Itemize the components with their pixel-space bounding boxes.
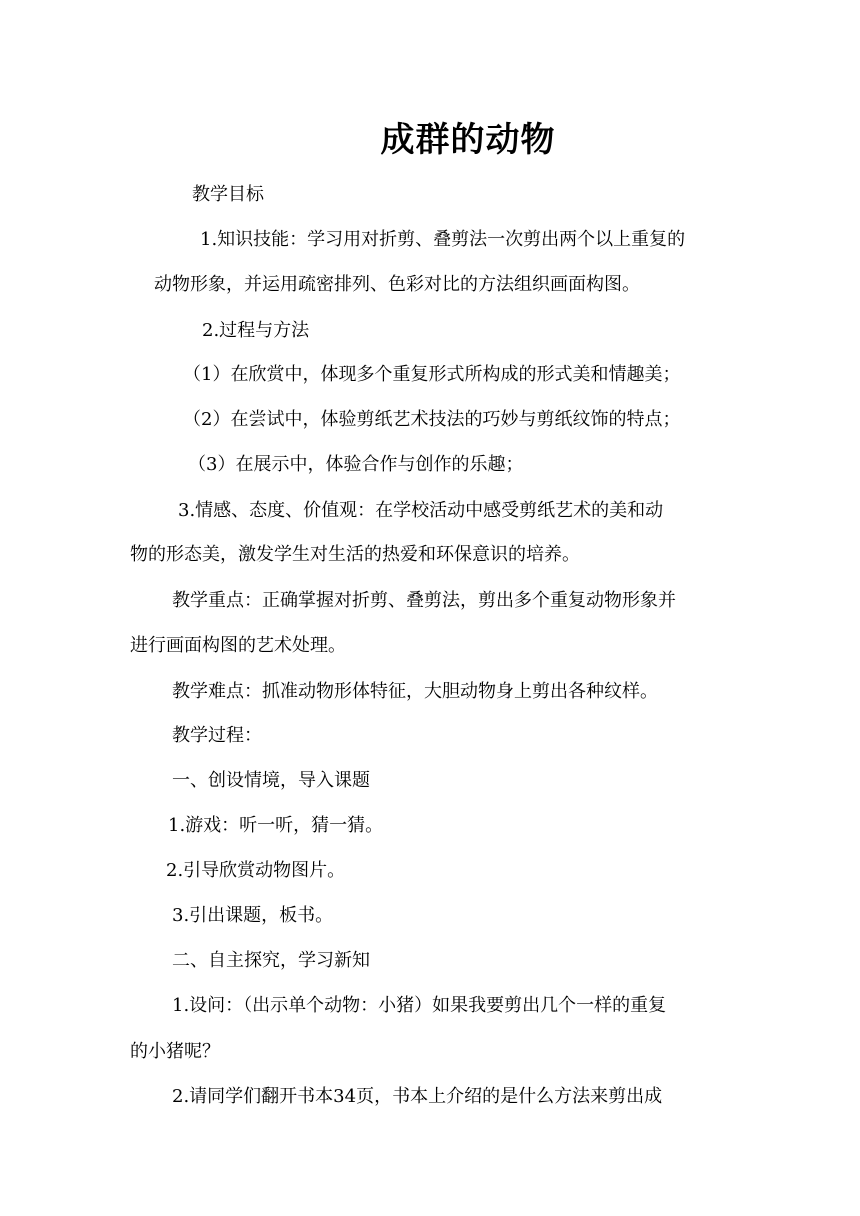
text-line: 1.游戏：听一听，猜一猜。 — [168, 815, 384, 836]
text-line: （2）在尝试中，体验剪纸艺术技法的巧妙与剪纸纹饰的特点； — [183, 409, 681, 430]
text-line: 二、自主探究，学习新知 — [172, 950, 370, 971]
text-line: 教学重点：正确掌握对折剪、叠剪法，剪出多个重复动物形象并 — [172, 590, 676, 611]
text-line: 一、创设情境，导入课题 — [172, 770, 370, 791]
text-line: 1.知识技能：学习用对折剪、叠剪法一次剪出两个以上重复的 — [200, 229, 686, 250]
text-line: 2.请同学们翻开书本34页，书本上介绍的是什么方法来剪出成 — [172, 1086, 663, 1107]
text-line: 教学过程： — [172, 725, 262, 746]
text-line: 的小猪呢？ — [130, 1041, 220, 1062]
text-line: 2.过程与方法 — [202, 320, 310, 341]
text-line: 1.设问：（出示单个动物：小猪）如果我要剪出几个一样的重复 — [172, 995, 667, 1016]
text-line: 动物形象，并运用疏密排列、色彩对比的方法组织画面构图。 — [154, 274, 640, 295]
text-line: （3）在展示中，体验合作与创作的乐趣； — [188, 454, 524, 475]
text-line: 进行画面构图的艺术处理。 — [130, 635, 346, 656]
text-line: 教学难点：抓准动物形体特征，大胆动物身上剪出各种纹样。 — [172, 681, 658, 702]
text-line: 物的形态美，激发学生对生活的热爱和环保意识的培养。 — [130, 544, 580, 565]
text-line: （1）在欣赏中，体现多个重复形式所构成的形式美和情趣美； — [183, 364, 681, 385]
text-line: 3.引出课题，板书。 — [172, 905, 334, 926]
text-line: 教学目标 — [192, 184, 264, 205]
document-title: 成群的动物 — [380, 120, 556, 160]
text-line: 2.引导欣赏动物图片。 — [166, 860, 346, 881]
text-line: 3.情感、态度、价值观：在学校活动中感受剪纸艺术的美和动 — [178, 500, 664, 521]
